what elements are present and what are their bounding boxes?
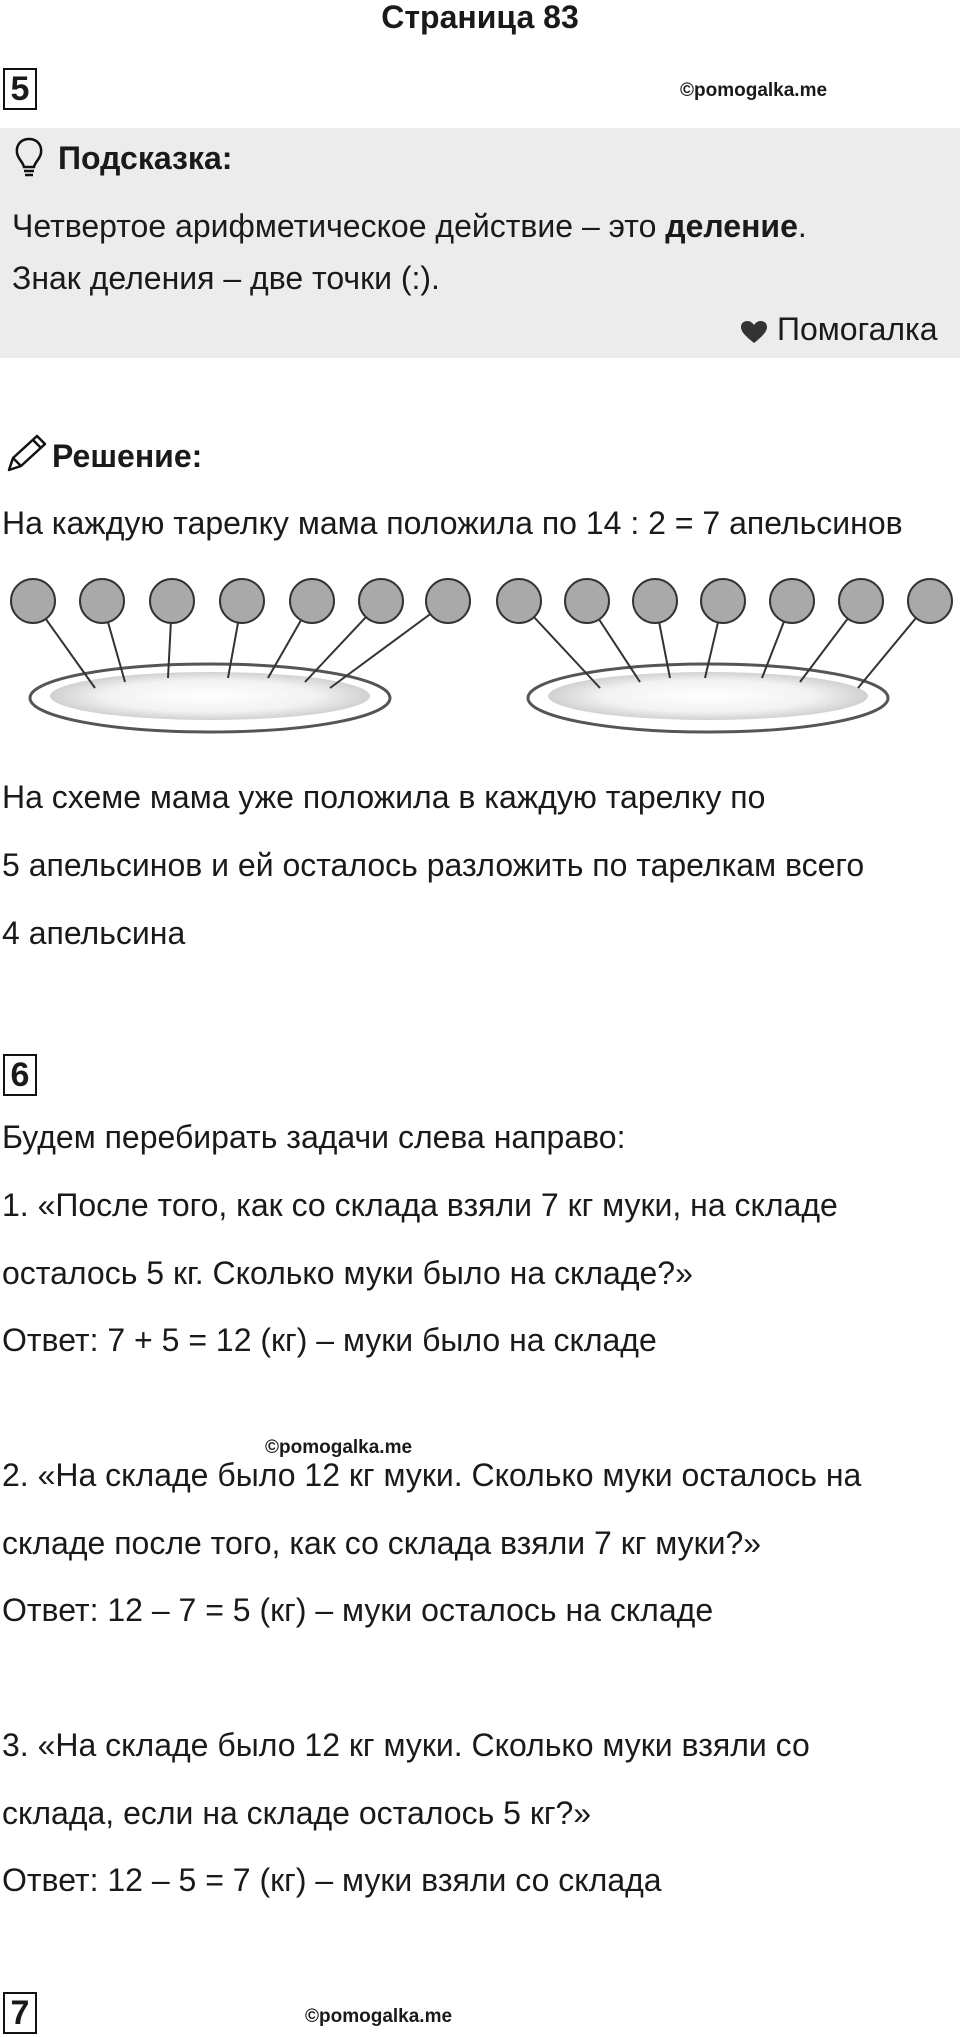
page-title: Страница 83: [381, 0, 579, 35]
watermark: ©pomogalka.me: [305, 2006, 453, 2027]
task-number-6: 6: [3, 1054, 37, 1096]
task6-problem-3-line-2: склада, если на складе осталось 5 кг?»: [2, 1795, 592, 1831]
task6-answer-2: Ответ: 12 – 7 = 5 (кг) – муки осталось на складе: [2, 1592, 714, 1628]
hint-line-1: Четвертое арифметическое действие – это деление.: [12, 208, 807, 244]
hint-box: [0, 128, 960, 358]
heart-icon: [740, 320, 768, 344]
watermark: ©pomogalka.me: [680, 80, 828, 101]
task6-intro: Будем перебирать задачи слева направо:: [2, 1119, 626, 1155]
plate-right: [528, 664, 888, 732]
hint-title: Подсказка:: [58, 140, 233, 176]
task6-problem-1-line-2: осталось 5 кг. Сколько муки было на складе?»: [2, 1255, 693, 1291]
watermark: ©pomogalka.me: [265, 1437, 413, 1458]
plates-scheme: [0, 570, 960, 750]
scheme-text-1: На схеме мама уже положила в каждую тарелку по: [2, 779, 766, 815]
hint-signature: Помогалка: [777, 311, 938, 347]
task6-problem-2-line-1: 2. «На складе было 12 кг муки. Сколько муки осталось на: [2, 1457, 862, 1493]
pencil-icon: [5, 434, 49, 474]
scheme-text-2: 5 апельсинов и ей осталось разложить по тарелкам всего: [2, 847, 865, 883]
task6-problem-3-line-1: 3. «На складе было 12 кг муки. Сколько муки взяли со: [2, 1727, 810, 1763]
task6-problem-1-line-1: 1. «После того, как со склада взяли 7 кг муки, на складе: [2, 1187, 838, 1223]
task6-answer-3: Ответ: 12 – 5 = 7 (кг) – муки взяли со склада: [2, 1862, 662, 1898]
scheme-text-3: 4 апельсина: [2, 915, 186, 951]
hint-line-2: Знак деления – две точки (:).: [12, 260, 440, 296]
task6-problem-2-line-2: складе после того, как со склада взяли 7 кг муки?»: [2, 1525, 762, 1561]
task6-answer-1: Ответ: 7 + 5 = 12 (кг) – муки было на складе: [2, 1322, 657, 1358]
lightbulb-icon: [14, 136, 44, 180]
task-number-5: 5: [3, 68, 37, 110]
solution-line-1: На каждую тарелку мама положила по 14 : 2 = 7 апельсинов: [2, 505, 903, 541]
solution-title: Решение:: [52, 438, 203, 474]
task-number-7: 7: [3, 1992, 37, 2034]
